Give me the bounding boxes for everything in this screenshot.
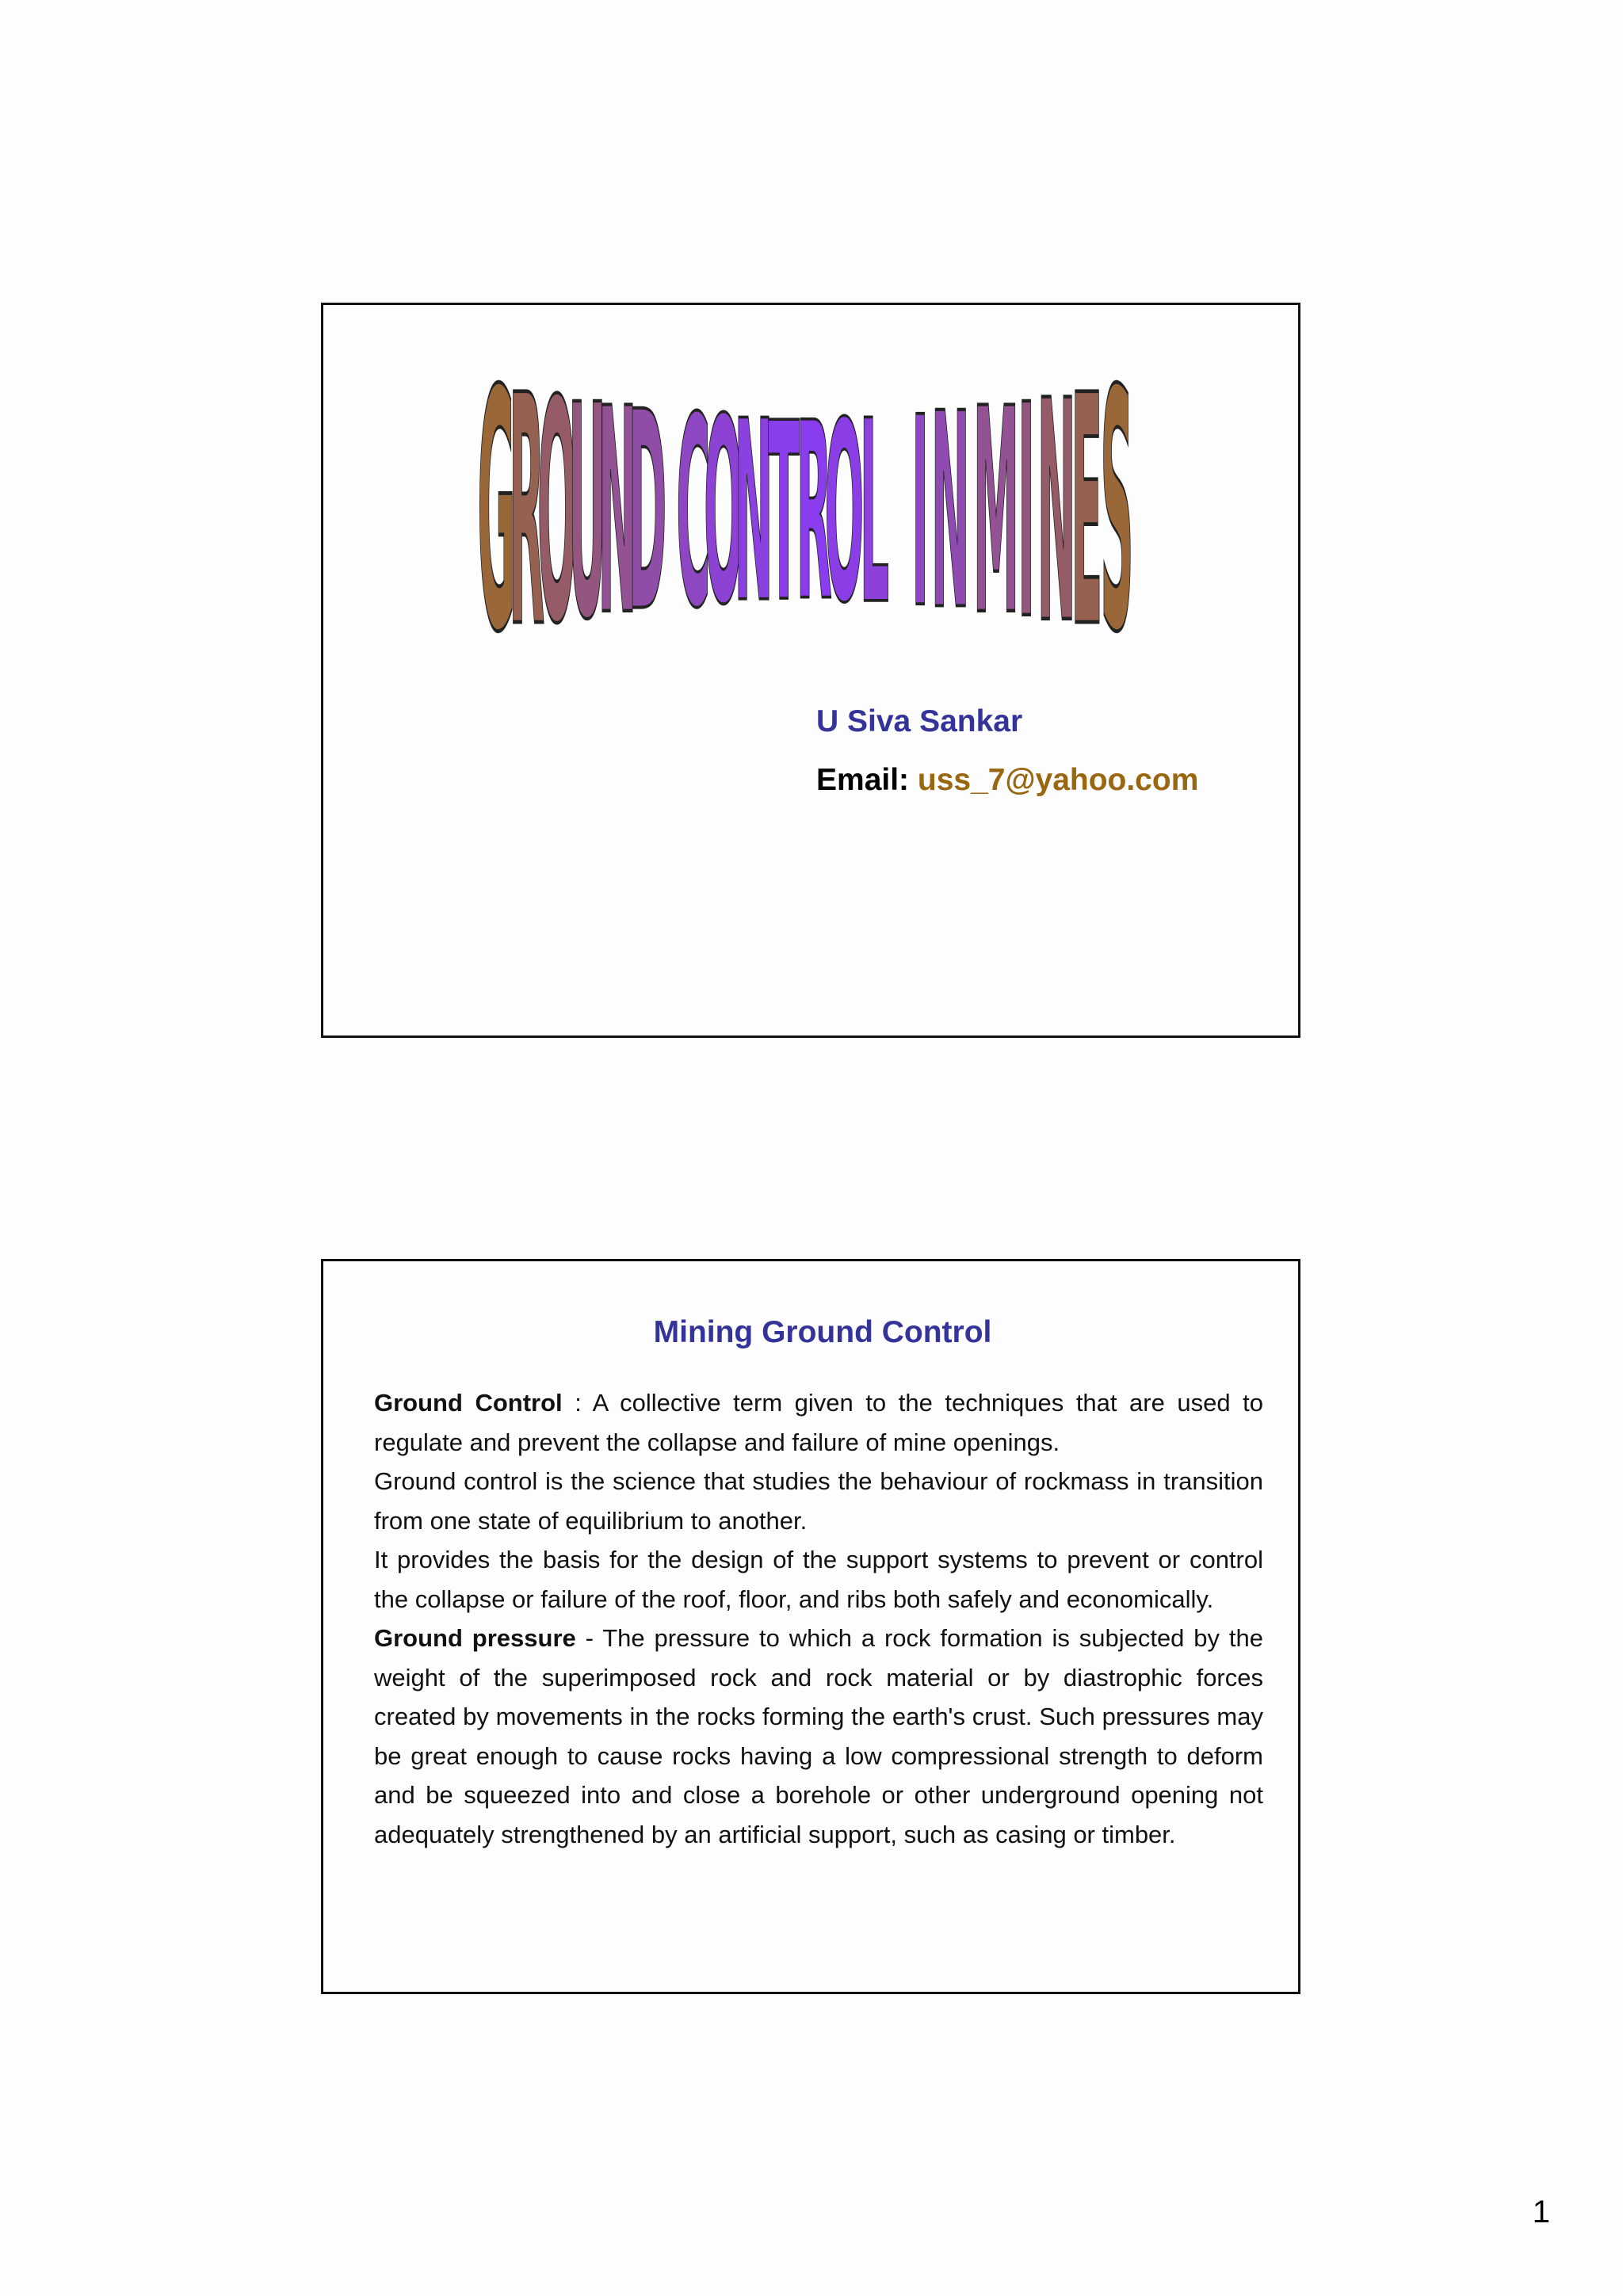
email-address[interactable]: uss_7@yahoo.com	[917, 763, 1199, 797]
wordart-letter: R	[796, 371, 832, 656]
slide-1	[321, 303, 1300, 1038]
author-name: U Siva Sankar	[816, 704, 1023, 738]
paragraph-ground-pressure: Ground pressure - The pressure to which a rock formation is subjected by the weight of the superimposed rock and rock material or by diastrophic forces created by movements in the rocks forming the earth's crust. Such pressures may be great enough to cause rocks having a low compressional strength to deform and be squeezed into and close a borehole or other underground opening not adequately strengthened by an artificial support, such as casing or timber.	[374, 1624, 1263, 1848]
paragraph-science: Ground control is the science that studies the behaviour of rockmass in transition from one state of equilibrium to another.	[374, 1467, 1263, 1535]
slide-title: Mining Ground Control	[653, 1315, 992, 1349]
wordart-letter: G	[477, 321, 516, 706]
wordart-letter: O	[824, 369, 865, 658]
paragraph-ground-control: Ground Control : A collective term given to the techniques that are used to regulate and prevent the collapse and failure of mine openings.	[374, 1389, 1263, 1456]
wordart-letter: S	[1100, 321, 1134, 706]
wordart-letter: O	[537, 336, 577, 691]
wordart-letter: N	[598, 349, 637, 678]
wordart-letter: C	[676, 360, 711, 666]
email-label: Email:	[816, 763, 910, 797]
wordart-letter: L	[859, 367, 890, 660]
wordart-letter: N	[1037, 336, 1076, 691]
wordart-letter: R	[509, 329, 545, 698]
wordart-letter: I	[911, 360, 930, 666]
wordart-letter: N	[734, 368, 773, 658]
wordart-letter: D	[628, 354, 667, 673]
slide-2	[321, 1259, 1300, 1994]
wordart-letter: M	[972, 349, 1020, 678]
wordart-letter: O	[704, 365, 743, 662]
email-line	[816, 763, 1198, 798]
wordart-title	[477, 321, 1134, 706]
paragraph-support: It provides the basis for the design of the support systems to prevent or control the collapse or failure of the roof, floor, and ribs both safely and economically.	[374, 1546, 1263, 1613]
wordart-letter: I	[1018, 342, 1036, 685]
slide-body	[374, 1383, 1263, 1854]
wordart-letter: T	[768, 370, 800, 657]
page-number: 1	[1532, 2195, 1550, 2229]
wordart-letter: U	[568, 342, 606, 685]
wordart-letter: N	[930, 357, 970, 670]
term-ground-pressure: Ground pressure	[374, 1624, 576, 1652]
term-ground-control: Ground Control	[374, 1389, 563, 1417]
wordart-letter: E	[1071, 329, 1103, 698]
